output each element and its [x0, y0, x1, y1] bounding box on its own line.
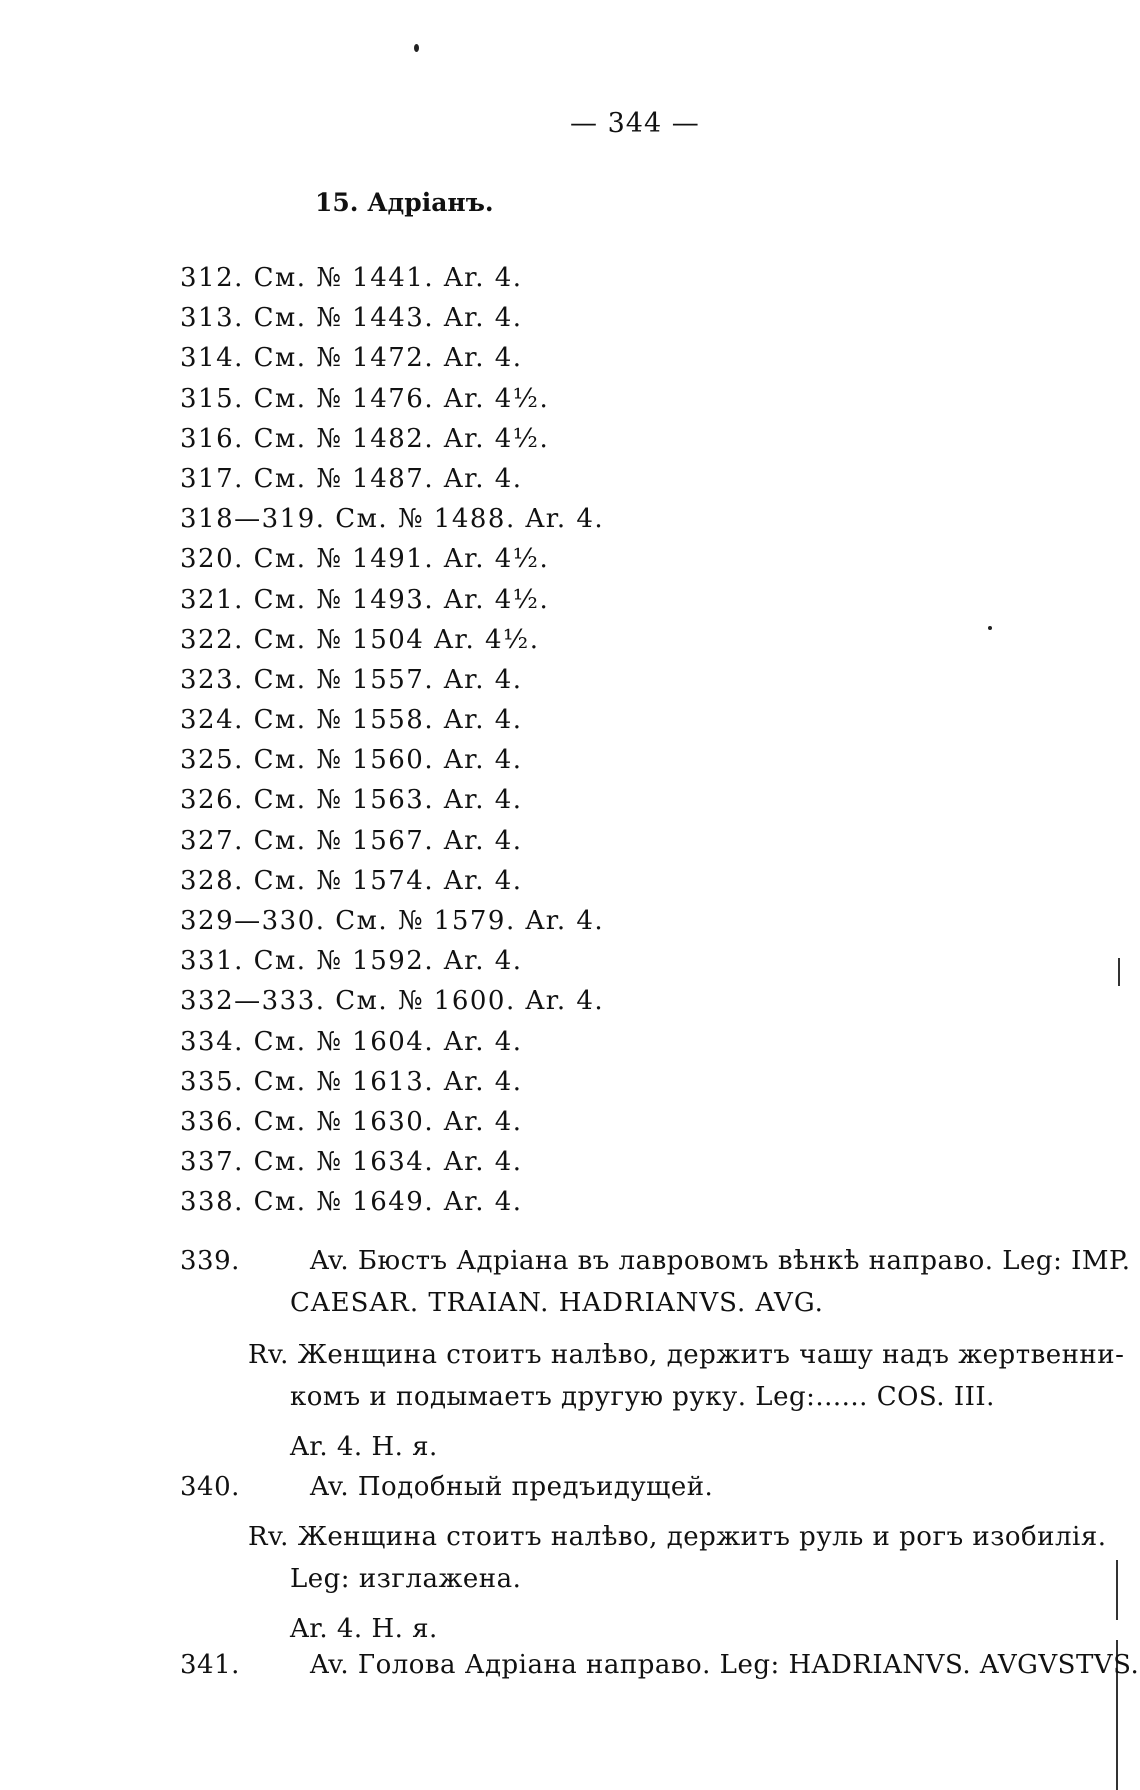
- entry-339-reverse-line-2: комъ и подымаетъ другую руку. Leg:...... COS. III.: [290, 1382, 995, 1412]
- margin-rule: [1118, 958, 1120, 986]
- catalog-entry: 326. См. № 1563. Ar. 4.: [180, 785, 523, 816]
- catalog-entry: 312. См. № 1441. Ar. 4.: [180, 263, 523, 293]
- catalog-entry: 315. См. № 1476. Ar. 4½.: [180, 383, 550, 414]
- catalog-entry: 336. См. № 1630. Ar. 4.: [180, 1106, 523, 1137]
- catalog-entry: 322. См. № 1504 Ar. 4½.: [180, 624, 540, 655]
- catalog-entry: 332—333. См. № 1600. Ar. 4.: [180, 986, 605, 1017]
- catalog-entry: 323. См. № 1557. Ar. 4.: [180, 664, 523, 695]
- entry-341-obverse-line-1: [180, 1644, 1140, 1686]
- catalog-entry: 317. См. № 1487. Ar. 4.: [180, 463, 523, 494]
- entry-340-obverse-line-1: [180, 1466, 1100, 1508]
- entry-339-metadata: Ar. 4. Н. я.: [290, 1432, 438, 1462]
- entry-number: 340.: [180, 1472, 240, 1502]
- catalog-entry: 320. См. № 1491. Ar. 4½.: [180, 544, 550, 575]
- catalog-entry: 316. См. № 1482. Ar. 4½.: [180, 423, 550, 454]
- catalog-entry: 327. См. № 1567. Ar. 4.: [180, 825, 523, 856]
- catalog-entry: 331. См. № 1592. Ar. 4.: [180, 946, 523, 977]
- catalog-entry: 338. См. № 1649. Ar. 4.: [180, 1187, 523, 1218]
- entry-339-reverse-line-1: Rv. Женщина стоитъ налѣво, держитъ чашу надъ жертвенни-: [248, 1340, 1125, 1370]
- catalog-entry: 328. См. № 1574. Ar. 4.: [180, 865, 523, 896]
- entry-number: 341.: [180, 1650, 240, 1680]
- catalog-entry: 314. См. № 1472. Ar. 4.: [180, 343, 523, 374]
- entry-341: [180, 1644, 1140, 1686]
- entry-340-reverse-line-2: Leg: изглажена.: [290, 1564, 522, 1594]
- obverse-text: Av. Бюстъ Адріана въ лавровомъ вѣнкѣ направо. Leg: IMP.: [310, 1246, 1131, 1276]
- catalog-entry: 329—330. См. № 1579. Ar. 4.: [180, 906, 605, 936]
- catalog-entry: 318—319. См. № 1488. Ar. 4.: [180, 504, 605, 535]
- catalog-entry: 335. См. № 1613. Ar. 4.: [180, 1066, 523, 1097]
- catalog-entry: 337. См. № 1634. Ar. 4.: [180, 1147, 523, 1178]
- ink-speck: [414, 44, 419, 52]
- catalog-entry-list: [180, 258, 1100, 1223]
- page-number: — 344 —: [570, 108, 700, 139]
- entry-339-obverse-line-2: CAESAR. TRAIAN. HADRIANVS. AVG.: [290, 1288, 824, 1318]
- entry-340-reverse-line-1: Rv. Женщина стоитъ налѣво, держитъ руль и рогъ изобилія.: [248, 1522, 1107, 1552]
- catalog-entry: 321. См. № 1493. Ar. 4½.: [180, 584, 550, 615]
- catalog-entry: 325. См. № 1560. Ar. 4.: [180, 745, 523, 776]
- catalog-entry: 334. См. № 1604. Ar. 4.: [180, 1026, 523, 1057]
- margin-rule: [1116, 1560, 1118, 1620]
- section-heading: 15. Адріанъ.: [315, 188, 494, 217]
- entry-340: [180, 1466, 1107, 1650]
- entry-340-metadata: Ar. 4. Н. я.: [290, 1614, 438, 1644]
- catalog-entry: 324. См. № 1558. Ar. 4.: [180, 705, 523, 736]
- catalog-entry: 313. См. № 1443. Ar. 4.: [180, 303, 523, 334]
- obverse-text: Av. Подобный предъидущей.: [310, 1472, 714, 1502]
- entry-339: [180, 1240, 1131, 1468]
- entry-339-obverse-line-1: [180, 1240, 1131, 1282]
- obverse-text: Av. Голова Адріана направо. Leg: HADRIANVS. AVGVSTVS.: [310, 1650, 1140, 1680]
- entry-number: 339.: [180, 1246, 240, 1276]
